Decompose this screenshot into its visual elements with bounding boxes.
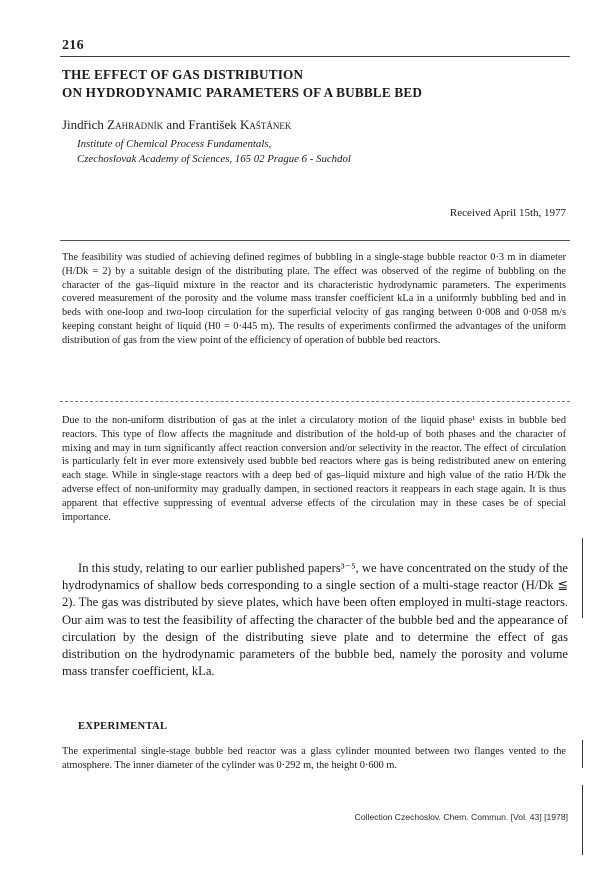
received-date: Received April 15th, 1977 xyxy=(449,207,566,219)
authors xyxy=(62,117,291,133)
affiliation xyxy=(77,137,351,167)
introduction-small-paragraph: Due to the non-uniform distribution of gas at the inlet a circulatory motion of the liquid phase¹ exists in bubble bed reactors. This type of flow affects the magnitude and distribution of the hold-up of both phases and the character of mixing and may in turn significantly affect reaction conversion and/or selectivity in the reactor. The effect of circulation is particularly felt in ever more extensively used bubble bed reactors where gas is being redistributed anew on entering each stage. While in single-stage reactors with a deep bed of gas–liquid mixture and high value of the ratio H/Dk the adverse effect of non-uniformity may gradually dampen, in sectioned reactors it reappears in each stage again. It is thus apparent that effective suppressing of eventual adverse effects of the circulation may in these cases be of special importance. xyxy=(62,415,566,523)
page-number: 216 xyxy=(62,38,84,53)
authors-conjunction: and xyxy=(163,117,189,132)
margin-mark-3 xyxy=(582,785,583,855)
abstract-bottom-rule xyxy=(60,401,570,402)
abstract-top-rule xyxy=(60,240,570,241)
abstract: The feasibility was studied of achieving defined regimes of bubbling in a single-stage bubble reactor 0·3 m in diameter (H/Dk = 2) by a suitable design of the distributing plate. The effect was observed of the regime of bubbling on the character of the gas–liquid mixture in the reactor and its characteristic hydrodynamic parameters. The experiments covered measurement of the porosity and the volume mass transfer coefficient kLa in a uniformly bubbling bed and in beds with one-loop and two-loop circulation for the superficial velocity of gas ranging between 0·008 and 0·058 m/s keeping constant height of liquid (H0 = 0·445 m). The results of experiments confirmed the advantages of the uniform distribution of gas from the view point of the efficiency of operation of bubble bed reactors. xyxy=(62,252,566,346)
affiliation-line-2: Czechoslovak Academy of Sciences, 165 02 Prague 6 - Suchdol xyxy=(77,153,351,165)
introduction-large-paragraph: In this study, relating to our earlier published papers³⁻⁵, we have concentrated on the study of the hydrodynamics of shallow beds corresponding to a single section of a multi-stage reactor (H/Dk ≦ 2). The gas was distributed by sieve plates, which have been often employed in multi-stage reactors. Our aim was to test the feasibility of affecting the character of the bubble bed and the appearance of circulation by the design of the distributing sieve plate and to determine the effect of gas distribution on the hydrodynamic parameters of the bubble bed, namely the porosity and volume mass transfer coefficient, kLa. xyxy=(62,561,568,679)
article-title xyxy=(62,66,567,102)
margin-mark-1 xyxy=(582,538,583,618)
author-1-given-name: Jindřich xyxy=(62,117,108,132)
title-line-2: ON HYDRODYNAMIC PARAMETERS OF A BUBBLE BED xyxy=(62,85,423,100)
author-2-family-name: Kaštánek xyxy=(240,117,292,132)
footer-citation: Collection Czechoslov. Chem. Commun. [Vol. 43] [1978] xyxy=(354,812,568,822)
experimental-heading: EXPERIMENTAL xyxy=(78,721,168,732)
header-rule xyxy=(60,56,570,57)
title-line-1: THE EFFECT OF GAS DISTRIBUTION xyxy=(62,67,304,82)
affiliation-line-1: Institute of Chemical Process Fundamentals, xyxy=(77,138,272,150)
author-2-given-name: František xyxy=(188,117,241,132)
experimental-paragraph: The experimental single-stage bubble bed reactor was a glass cylinder mounted between two flanges vented to the atmosphere. The inner diameter of the cylinder was 0·292 m, the height 0·600 m. xyxy=(62,746,566,771)
author-1-family-name: Zahradník xyxy=(107,117,164,132)
margin-mark-2 xyxy=(582,740,583,768)
